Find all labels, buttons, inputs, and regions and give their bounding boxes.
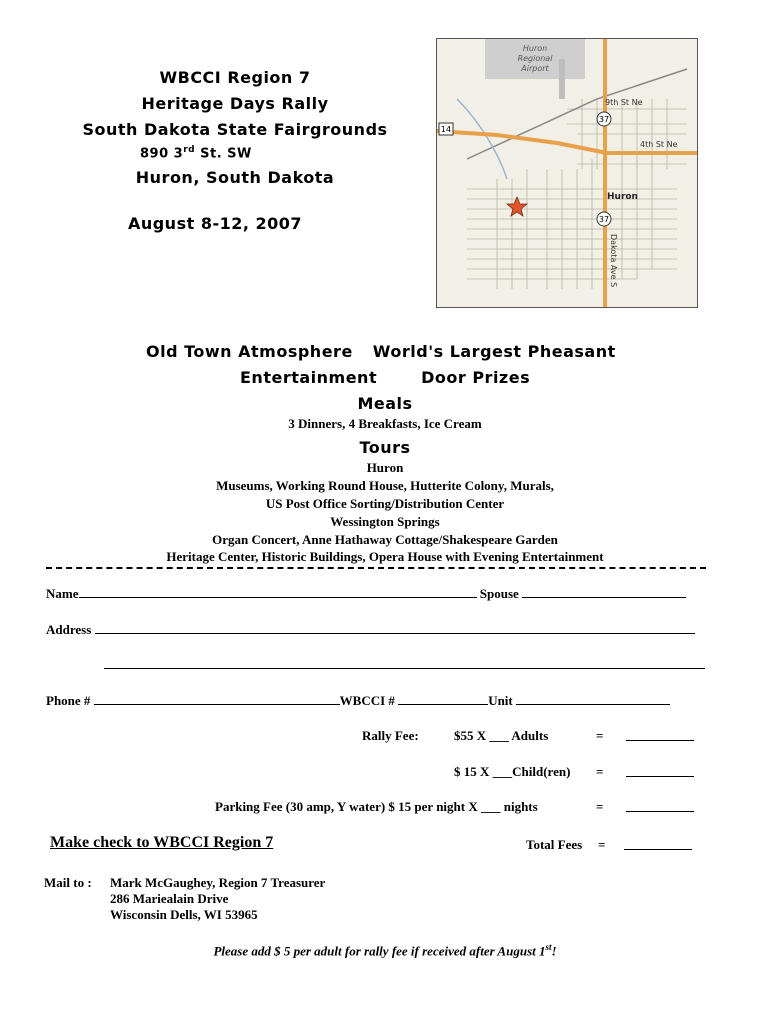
- total-equals: =: [598, 837, 606, 852]
- check-payable-note: Make check to WBCCI Region 7: [50, 834, 274, 851]
- feature-entertainment: Entertainment: [240, 368, 378, 387]
- tours-title: Tours: [359, 438, 411, 457]
- address-label: Address: [46, 622, 92, 637]
- name-row: [46, 585, 686, 602]
- location-map: [436, 38, 698, 308]
- wbcci-label: WBCCI #: [339, 693, 395, 708]
- address-suffix: rd: [183, 145, 196, 155]
- adult-fee-text: $55 X ___ Adults: [454, 728, 549, 743]
- event-dates: August 8-12, 2007: [127, 214, 303, 233]
- phone-row: [46, 692, 670, 709]
- total-fees-field[interactable]: [624, 849, 692, 850]
- address-field-1[interactable]: [95, 621, 695, 634]
- meals-title: Meals: [357, 394, 413, 413]
- route-37-label-north: 37: [598, 115, 610, 124]
- map-graphic: [437, 39, 697, 307]
- late-fee-sup: st: [545, 942, 552, 952]
- feature-door-prizes: Door Prizes: [421, 368, 531, 387]
- venue-address: [140, 145, 252, 161]
- cut-line-divider: [46, 567, 706, 569]
- wbcci-field[interactable]: [398, 692, 488, 705]
- name-field[interactable]: [79, 585, 477, 598]
- feature-pheasant: World's Largest Pheasant: [372, 342, 616, 361]
- event-title: WBCCI Region 7: [159, 68, 311, 87]
- child-equals: =: [596, 764, 604, 779]
- dakota-ave-label: Dakota Ave S: [609, 234, 618, 288]
- name-label: Name: [46, 586, 79, 601]
- child-total-field[interactable]: [626, 776, 694, 777]
- street-9th-label: 9th St Ne: [605, 98, 643, 107]
- phone-label: Phone #: [46, 693, 91, 708]
- route-14-label: 14: [440, 125, 452, 134]
- airport-label-1: Huron: [522, 44, 548, 53]
- mail-line-1: Mark McGaughey, Region 7 Treasurer: [110, 875, 326, 890]
- airport-label-3: Airport: [521, 64, 549, 73]
- tour-line-3: US Post Office Sorting/Distribution Center: [265, 496, 505, 511]
- phone-field[interactable]: [94, 692, 340, 705]
- parking-fee-text: Parking Fee (30 amp, Y water) $ 15 per night X ___ nights: [215, 799, 538, 814]
- rally-fee-label: Rally Fee:: [362, 728, 419, 743]
- adult-total-field[interactable]: [626, 740, 694, 741]
- child-fee-text: $ 15 X ___Child(ren): [454, 764, 571, 779]
- address-number: 890 3: [140, 146, 184, 162]
- tour-line-4: Wessington Springs: [330, 514, 440, 529]
- feature-line-1: [146, 342, 616, 361]
- address-field-2[interactable]: [104, 668, 705, 669]
- airport-label-2: Regional: [517, 54, 553, 63]
- parking-equals: =: [596, 799, 604, 814]
- late-fee-text: Please add $ 5 per adult for rally fee if received after August 1: [213, 943, 546, 959]
- spouse-label: Spouse: [479, 586, 519, 601]
- town-label: Huron: [607, 192, 638, 202]
- total-fees-label: Total Fees: [526, 837, 583, 852]
- tour-line-6: Heritage Center, Historic Buildings, Opera House with Evening Entertainment: [166, 549, 604, 564]
- late-fee-end: !: [551, 943, 557, 959]
- address-row: [46, 621, 695, 638]
- feature-old-town: Old Town Atmosphere: [146, 342, 353, 361]
- unit-label: Unit: [488, 693, 513, 708]
- unit-field[interactable]: [516, 692, 670, 705]
- adult-equals: =: [596, 728, 604, 743]
- late-fee-note: [0, 942, 770, 959]
- tour-line-5: Organ Concert, Anne Hathaway Cottage/Shakespeare Garden: [212, 532, 558, 547]
- mail-line-3: Wisconsin Dells, WI 53965: [110, 907, 258, 922]
- venue-name: South Dakota State Fairgrounds: [82, 120, 388, 139]
- tour-line-2: Museums, Working Round House, Hutterite Colony, Murals,: [216, 478, 554, 493]
- spouse-field[interactable]: [522, 585, 686, 598]
- tour-line-1: Huron: [366, 460, 404, 475]
- venue-city: Huron, South Dakota: [135, 168, 335, 187]
- airport-runway: [559, 59, 565, 99]
- mail-line-2: 286 Mariealain Drive: [110, 891, 229, 906]
- feature-line-2: [240, 368, 530, 387]
- route-37-label-south: 37: [598, 215, 610, 224]
- address-street: St. SW: [195, 146, 252, 162]
- event-subtitle: Heritage Days Rally: [141, 94, 329, 113]
- street-4th-label: 4th St Ne: [640, 140, 678, 149]
- parking-total-field[interactable]: [626, 811, 694, 812]
- meals-text: 3 Dinners, 4 Breakfasts, Ice Cream: [288, 416, 482, 431]
- mail-to-label: Mail to :: [44, 875, 92, 890]
